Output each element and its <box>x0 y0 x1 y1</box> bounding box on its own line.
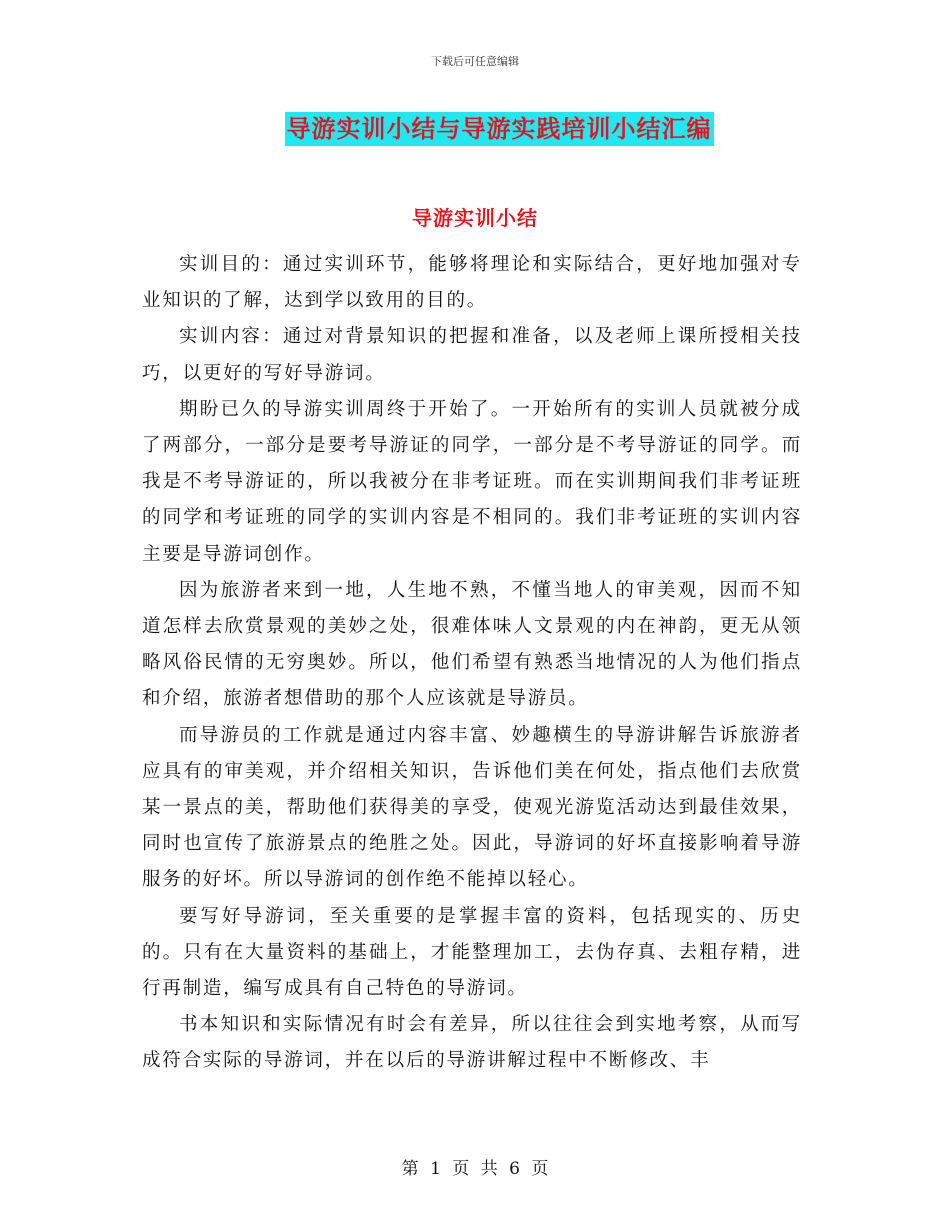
paragraph-7: 书本知识和实际情况有时会有差异，所以往往会到实地考察，从而写成符合实际的导游词，并在以后的导游讲解过程中不断修改、丰 <box>142 1014 802 1072</box>
document-title: 导游实训小结与导游实践培训小结汇编 <box>285 112 714 146</box>
paragraph-5: 而导游员的工作就是通过内容丰富、妙趣横生的导游讲解告诉旅游者应具有的审美观，并介绍相关知识，告诉他们美在何处，指点他们去欣赏某一景点的美，帮助他们获得美的享受，使观光游览活动达到最佳效果，同时也宣传了旅游景点的绝胜之处。因此，导游词的好坏直接影响着导游服务的好坏。所以导游词的创作绝不能掉以轻心。 <box>142 724 802 891</box>
paragraph-1: 实训目的：通过实训环节，能够将理论和实际结合，更好地加强对专业知识的了解，达到学以致用的目的。 <box>142 254 802 312</box>
document-title-container <box>0 112 950 146</box>
paragraph-2: 实训内容：通过对背景知识的把握和准备，以及老师上课所授相关技巧，以更好的写好导游词。 <box>142 326 802 384</box>
section-title: 导游实训小结 <box>412 206 538 230</box>
page-footer: 第 1 页 共 6 页 <box>401 1159 549 1179</box>
paragraph-3: 期盼已久的导游实训周终于开始了。一开始所有的实训人员就被分成了两部分，一部分是要考导游证的同学，一部分是不考导游证的同学。而我是不考导游证的，所以我被分在非考证班。而在实训期间我们非考证班的同学和考证班的同学的实训内容是不相同的。我们非考证班的实训内容主要是导游词创作。 <box>142 398 802 565</box>
document-body <box>142 247 802 1080</box>
paragraph-6: 要写好导游词，至关重要的是掌握丰富的资料，包括现实的、历史的。只有在大量资料的基础上，才能整理加工，去伪存真、去粗存精，进行再制造，编写成具有自己特色的导游词。 <box>142 905 802 1000</box>
paragraph-4: 因为旅游者来到一地，人生地不熟，不懂当地人的审美观，因而不知道怎样去欣赏景观的美妙之处，很难体味人文景观的内在神韵，更无从领略风俗民情的无穷奥妙。所以，他们希望有熟悉当地情况的人为他们指点和介绍，旅游者想借助的那个人应该就是导游员。 <box>142 579 802 710</box>
page-header-note: 下载后可任意编辑 <box>431 55 519 68</box>
